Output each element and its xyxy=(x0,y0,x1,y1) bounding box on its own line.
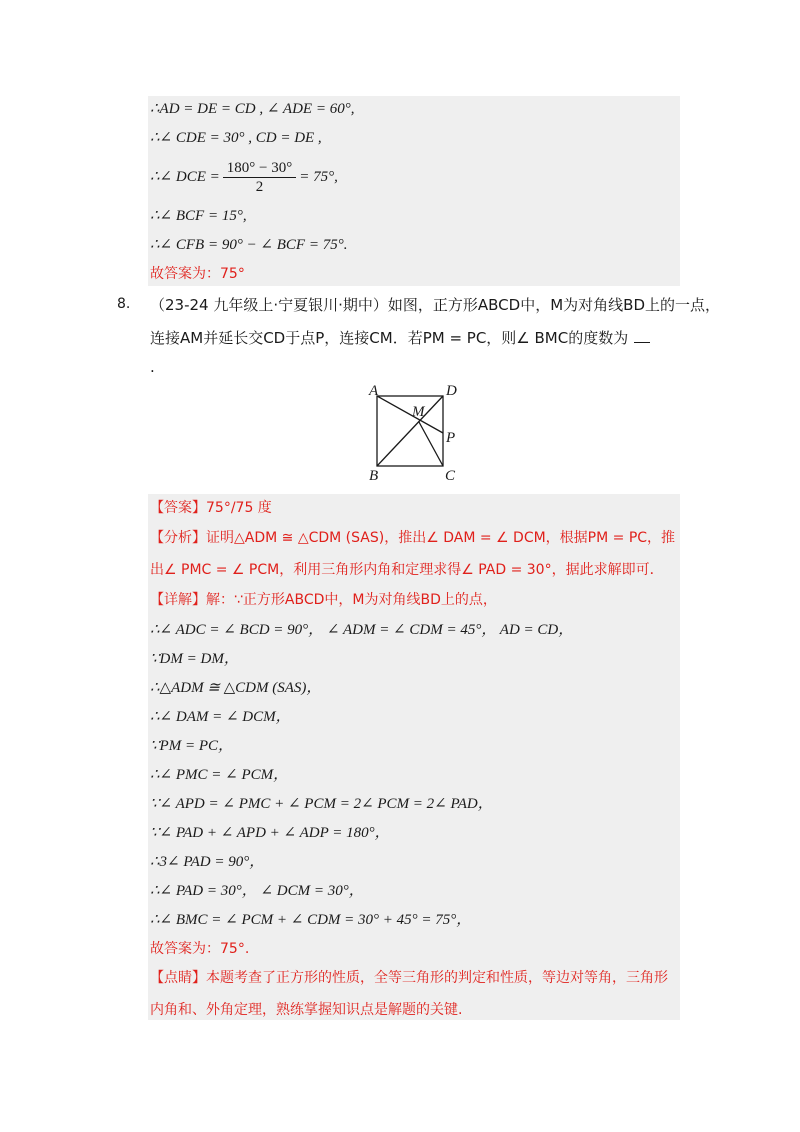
question-line-1: （23-24 九年级上·宁夏银川·期中）如图，正方形ABCD中，M为对角线BD上的一点， xyxy=(150,296,720,314)
answer-value: 75°/75 度 xyxy=(206,500,272,516)
solution-step: ∴3∠ PAD = 90°， xyxy=(150,854,265,870)
diagonal-bd xyxy=(377,396,443,466)
solution-final-answer: 故答案为：75°. xyxy=(150,941,250,957)
prev-answer-line: 故答案为：75° xyxy=(150,266,245,282)
solution-step: ∵∠ PAD + ∠ APD + ∠ ADP = 180°， xyxy=(150,825,390,841)
label-d: D xyxy=(446,383,457,399)
solution-step: ∴∠ BMC = ∠ PCM + ∠ CDM = 30° + 45° = 75°， xyxy=(150,912,472,928)
solution-step: ∵∠ APD = ∠ PMC + ∠ PCM = 2∠ PCM = 2∠ PAD， xyxy=(150,796,493,812)
solution-step: ∴∠ PAD = 30°， ∠ DCM = 30°， xyxy=(150,883,364,899)
label-b: B xyxy=(369,468,379,484)
question-line-2: 连接AM并延长交CD于点P，连接CM．若PM = PC，则∠ BMC的度数为 xyxy=(150,327,650,348)
prev-line-3: ∴∠ DCE = $\frac{180^\circ - 30^\circ}{2}$ = 75°, xyxy=(150,160,338,196)
segment-ap xyxy=(377,396,443,433)
square-figure xyxy=(360,382,470,486)
solution-step: ∵PM = PC， xyxy=(150,738,233,754)
prev-line-5: ∴∠ CFB = 90° − ∠ BCF = 75°. xyxy=(150,237,348,253)
analysis-line-1: 【分析】证明△ADM ≅ △CDM (SAS)，推出∠ DAM = ∠ DCM，根据PM = PC，推 xyxy=(150,530,676,546)
comment-tag: 【点睛】 xyxy=(150,970,206,986)
answer-blank xyxy=(634,342,650,343)
solution-step: ∴∠ ADC = ∠ BCD = 90°， ∠ ADM = ∠ CDM = 45°， AD = CD， xyxy=(150,622,574,638)
solution-step: ∴△ADM ≅ △CDM (SAS)， xyxy=(150,680,322,696)
comment-line-1: 【点睛】本题考查了正方形的性质，全等三角形的判定和性质，等边对等角，三角形 xyxy=(150,970,668,986)
fraction: $\frac{180^\circ - 30^\circ}{2}$ xyxy=(223,159,296,196)
prev-line-1: ∴AD = DE = CD , ∠ ADE = 60°, xyxy=(150,101,355,117)
label-p: P xyxy=(446,430,456,446)
answer-tag: 【答案】 xyxy=(150,500,206,516)
prev-line-4: ∴∠ BCF = 15°, xyxy=(150,208,247,224)
question-line-3: . xyxy=(150,358,155,376)
detail-line-1: 【详解】解：∵正方形ABCD中，M为对角线BD上的点， xyxy=(150,592,497,608)
solution-step: ∴∠ DAM = ∠ DCM， xyxy=(150,709,291,725)
label-m: M xyxy=(412,404,425,420)
comment-line-2: 内角和、外角定理，熟练掌握知识点是解题的关键. xyxy=(150,1002,463,1018)
detail-tag: 【详解】 xyxy=(150,592,206,608)
analysis-tag: 【分析】 xyxy=(150,530,206,546)
question-number: 8. xyxy=(117,296,131,312)
solution-step: ∵DM = DM， xyxy=(150,651,239,667)
segment-cm xyxy=(419,422,443,466)
label-c: C xyxy=(445,468,456,484)
prev-line-2: ∴∠ CDE = 30° , CD = DE , xyxy=(150,130,322,146)
solution-step: ∴∠ PMC = ∠ PCM， xyxy=(150,767,289,783)
answer-line xyxy=(150,498,272,518)
label-a: A xyxy=(369,383,379,399)
analysis-line-2: 出∠ PMC = ∠ PCM，利用三角形内角和定理求得∠ PAD = 30°，据此求解即可． xyxy=(150,562,664,578)
